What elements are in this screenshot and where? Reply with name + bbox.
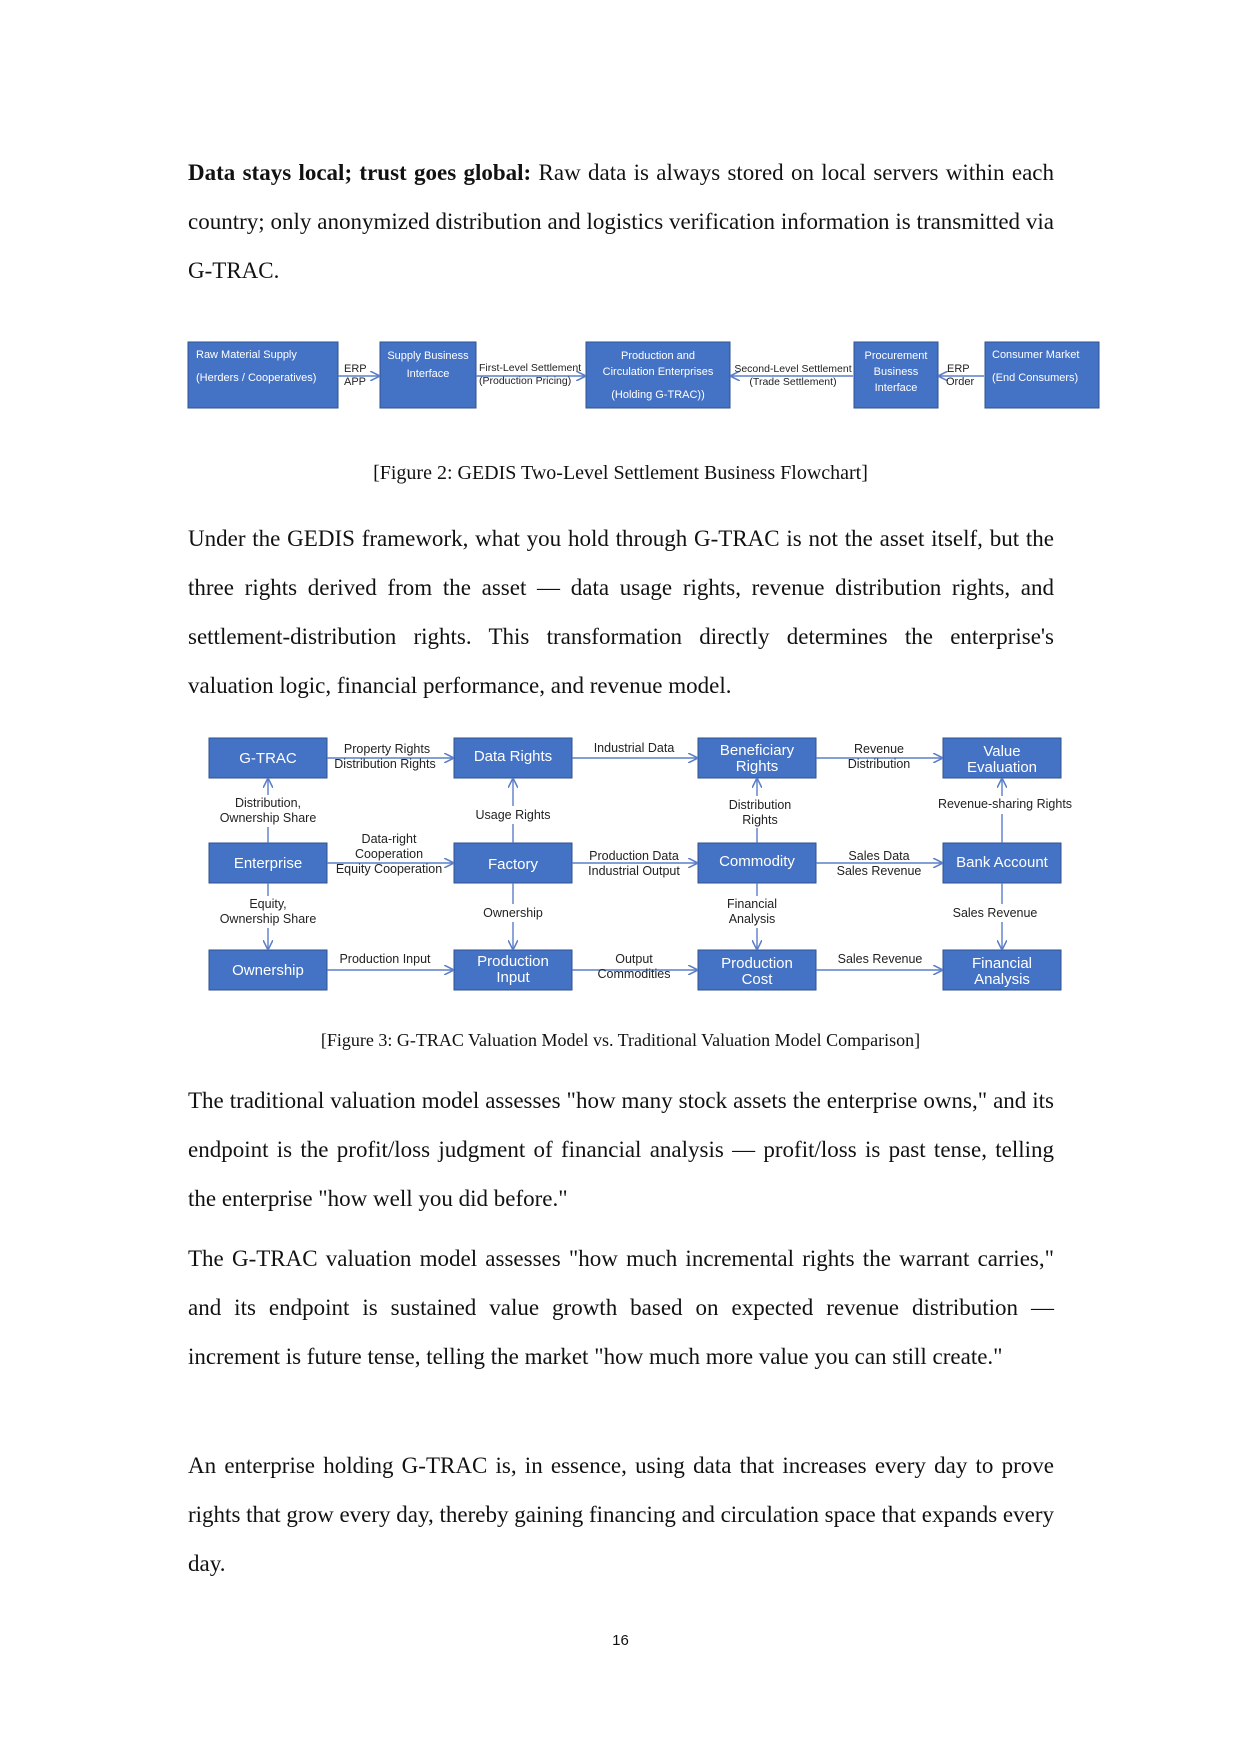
fig3-label: Industrial Output: [588, 864, 680, 878]
fig3-label: Sales Revenue: [837, 952, 923, 966]
fig2-link-label: APP: [344, 376, 367, 388]
fig2-box-text: Consumer Market: [992, 349, 1080, 361]
paragraph-text: Raw data is always stored on local servers within each country; only anonymized distribution and logistics verification information is transmitted via G-TRAC.: [188, 160, 1054, 283]
fig3-box-text: Production: [477, 953, 549, 970]
fig2-box-text: Interface: [406, 368, 450, 380]
fig2-box-text: Circulation Enterprises: [602, 366, 714, 378]
fig3-box-text: Beneficiary: [719, 742, 795, 759]
fig3-label: Distribution Rights: [334, 757, 436, 771]
fig3-box-text: Rights: [735, 758, 779, 775]
fig2-box-text: (End Consumers): [992, 372, 1079, 384]
fig2-box-text: Supply Business: [387, 350, 469, 362]
paragraph-lead-bold: Data stays local; trust goes global:: [188, 160, 532, 185]
fig2-link-label: ERP: [344, 363, 367, 375]
fig2-box-text: Business: [873, 366, 919, 378]
fig3-box-text: Commodity: [719, 853, 795, 870]
fig3-label: Ownership: [483, 906, 543, 920]
fig3-label: Sales Revenue: [952, 906, 1038, 920]
fig2-box-text: (Herders / Cooperatives): [196, 372, 317, 384]
fig3-box-text: Bank Account: [956, 854, 1048, 871]
fig3-label: Production Data: [589, 849, 679, 863]
figure-2-flowchart: [188, 342, 1099, 408]
fig3-label: Cooperation: [354, 847, 424, 861]
fig3-label: Distribution: [728, 798, 792, 812]
fig3-box-text: Production: [721, 955, 793, 972]
fig2-link-label: Order: [946, 376, 975, 388]
fig2-link-label: ERP: [947, 363, 970, 375]
fig3-label: Industrial Data: [593, 741, 675, 755]
fig3-box-text: Enterprise: [233, 855, 303, 872]
fig2-box-text: (Holding G-TRAC)): [611, 389, 705, 401]
fig3-label: Usage Rights: [475, 808, 551, 822]
fig3-label: Sales Revenue: [836, 864, 922, 878]
fig3-label: Rights: [742, 813, 778, 827]
figure-3-caption: [Figure 3: G-TRAC Valuation Model vs. Traditional Valuation Model Comparison]: [320, 1030, 921, 1050]
fig3-label: Commodities: [597, 967, 671, 981]
page-number: 16: [612, 1632, 629, 1649]
figure-3-valuation-model: [209, 738, 1076, 990]
fig3-label: Property Rights: [343, 742, 431, 756]
fig3-label: Revenue: [853, 742, 905, 756]
fig3-box-text: Data Rights: [473, 748, 553, 765]
paragraph-g-trac-model: The G-TRAC valuation model assesses "how much incremental rights the warrant carries," and its endpoint is sustained value growth based on expected revenue distribution — increment is future tense, telling the market "how much more value you can still create.": [188, 1246, 1054, 1369]
fig3-label: Sales Data: [848, 849, 910, 863]
fig3-label: Equity Cooperation: [335, 862, 443, 876]
fig3-box-text: Ownership: [232, 962, 304, 979]
fig3-label: Output: [615, 952, 653, 966]
fig3-label: Production Input: [339, 952, 431, 966]
fig2-box-text: Interface: [874, 382, 918, 394]
fig3-box-text: Factory: [487, 856, 539, 873]
fig2-box-text: Raw Material Supply: [196, 349, 297, 361]
fig3-label: Distribution: [847, 757, 911, 771]
fig3-box-text: Evaluation: [966, 759, 1038, 776]
fig3-box-text: Financial: [971, 955, 1033, 972]
fig3-label: Financial: [726, 897, 778, 911]
fig3-box-text: Analysis: [974, 971, 1030, 988]
figure-2-caption: [Figure 2: GEDIS Two-Level Settlement Business Flowchart]: [373, 462, 868, 484]
fig2-link-label: (Trade Settlement): [749, 376, 837, 388]
fig3-label: Data-right: [361, 832, 417, 846]
fig3-label: Distribution,: [235, 796, 301, 810]
fig2-link-label: (Production Pricing): [479, 375, 572, 387]
fig2-link-label: Second-Level Settlement: [734, 363, 852, 375]
fig2-box-text: Procurement: [864, 350, 928, 362]
fig3-box-text: Input: [496, 969, 530, 986]
fig2-box-text: Production and: [621, 350, 695, 362]
fig3-box-text: Value: [983, 743, 1021, 760]
paragraph-enterprise-holding: An enterprise holding G-TRAC is, in essence, using data that increases every day to prove rights that grow every day, thereby gaining financing and circulation space that expands every day.: [188, 1453, 1054, 1576]
fig3-box-text: G-TRAC: [239, 750, 297, 767]
fig2-link-label: First-Level Settlement: [479, 362, 582, 374]
fig3-label: Ownership Share: [219, 811, 317, 825]
fig3-label: Ownership Share: [219, 912, 317, 926]
fig3-box-text: Cost: [741, 971, 773, 988]
fig3-label: Revenue-sharing Rights: [937, 797, 1073, 811]
fig3-label: Analysis: [728, 912, 776, 926]
paragraph-traditional-model: The traditional valuation model assesses "how many stock assets the enterprise owns," and its endpoint is the profit/loss judgment of financial analysis — profit/loss is past tense, telling the enterprise "how well you did before.": [188, 1088, 1054, 1211]
fig3-label: Equity,: [249, 897, 287, 911]
paragraph-gedis-framework: Under the GEDIS framework, what you hold through G-TRAC is not the asset itself, but the three rights derived from the asset — data usage rights, revenue distribution rights, and settlement-distribution rights. This transformation directly determines the enterprise's valuation logic, financial performance, and revenue model.: [188, 526, 1054, 698]
